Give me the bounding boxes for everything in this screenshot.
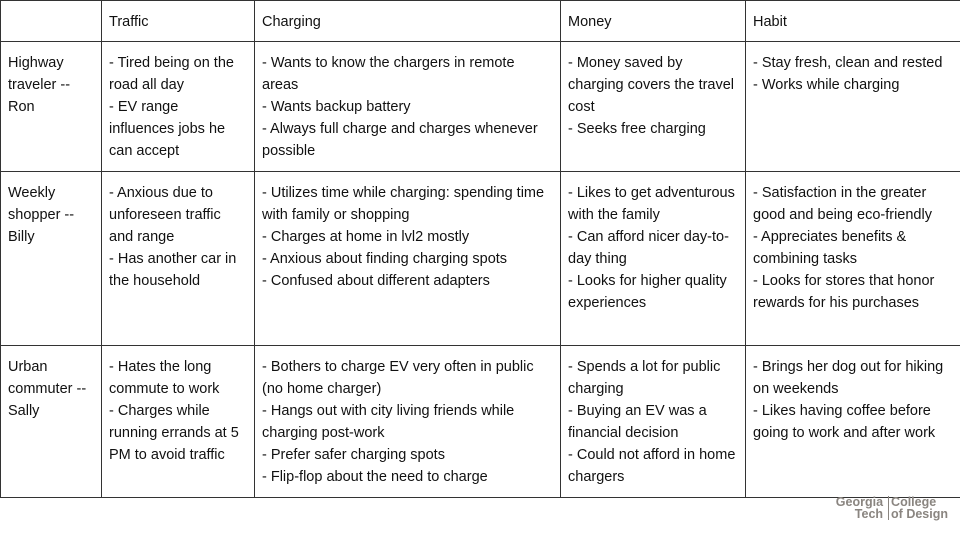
money-item: - Could not afford in home chargers [568,447,736,485]
habit-cell [746,172,960,346]
charging-item: - Anxious about finding charging spots [262,251,508,267]
charging-item: - Utilizes time while charging: spending time with family or shopping [262,185,545,223]
logo-text-college: College [891,495,937,509]
traffic-cell [102,42,255,172]
persona-label-line: traveler -- [8,77,71,93]
traffic-item: - Has another car in the household [109,251,237,289]
money-cell [561,42,746,172]
persona-label-line: commuter -- [8,381,87,397]
table-row [1,346,960,498]
charging-item: - Wants backup battery [262,99,411,115]
traffic-item: - Anxious due to unforeseen traffic and range [109,185,221,245]
habit-item: - Likes having coffee before going to work and after work [753,403,936,441]
header-cell-empty [1,1,102,42]
habit-item: - Works while charging [753,77,900,93]
logo-text-georgia: Georgia [835,495,884,509]
habit-item: - Brings her dog out for hiking on weekends [753,359,944,397]
header-cell-traffic: Traffic [102,1,255,42]
money-item: - Can afford nicer day-to-day thing [568,229,729,267]
table-row [1,42,960,172]
traffic-cell [102,346,255,498]
charging-item: - Prefer safer charging spots [262,447,445,463]
traffic-item: - Charges while running errands at 5 PM to avoid traffic [109,403,239,463]
persona-cell [1,346,102,498]
money-item: - Looks for higher quality experiences [568,273,727,311]
header-cell-money: Money [561,1,746,42]
persona-cell [1,42,102,172]
money-item: - Buying an EV was a financial decision [568,403,707,441]
persona-label-line: Weekly [8,185,56,201]
georgia-tech-college-of-design-logo [836,496,948,520]
money-cell [561,172,746,346]
traffic-item: - Tired being on the road all day [109,55,234,93]
persona-label-line: Billy [8,229,35,245]
habit-cell [746,42,960,172]
charging-cell [255,172,561,346]
charging-item: - Hangs out with city living friends while charging post-work [262,403,515,441]
charging-item: - Flip-flop about the need to charge [262,469,488,485]
charging-item: - Charges at home in lvl2 mostly [262,229,470,245]
charging-item: - Bothers to charge EV very often in public (no home charger) [262,359,534,397]
traffic-item: - Hates the long commute to work [109,359,220,397]
persona-label-line: Highway [8,55,64,71]
money-cell [561,346,746,498]
charging-item: - Wants to know the chargers in remote areas [262,55,515,93]
habit-item: - Appreciates benefits & combining tasks [753,229,907,267]
logo-left-block [836,496,888,520]
traffic-item: - EV range influences jobs he can accept [109,99,226,159]
money-item: - Seeks free charging [568,121,706,137]
habit-cell [746,346,960,498]
traffic-cell [102,172,255,346]
header-cell-charging: Charging [255,1,561,42]
logo-text-of-design: of Design [891,507,948,521]
money-item: - Likes to get adventurous with the family [568,185,735,223]
header-row [1,1,960,42]
habit-item: - Looks for stores that honor rewards for his purchases [753,273,935,311]
persona-label-line: Urban [8,359,48,375]
header-cell-habit: Habit [746,1,960,42]
habit-item: - Stay fresh, clean and rested [753,55,943,71]
table-row [1,172,960,346]
persona-cell [1,172,102,346]
persona-label-line: shopper -- [8,207,75,223]
charging-item: - Always full charge and charges whenever possible [262,121,538,159]
logo-right-block [889,496,948,520]
logo-text-tech: Tech [854,507,884,521]
charging-cell [255,346,561,498]
charging-item: - Confused about different adapters [262,273,490,289]
money-item: - Money saved by charging covers the travel cost [568,55,735,115]
charging-cell [255,42,561,172]
money-item: - Spends a lot for public charging [568,359,721,397]
persona-label-line: Ron [8,99,35,115]
habit-item: - Satisfaction in the greater good and being eco-friendly [753,185,932,223]
persona-label-line: Sally [8,403,40,419]
